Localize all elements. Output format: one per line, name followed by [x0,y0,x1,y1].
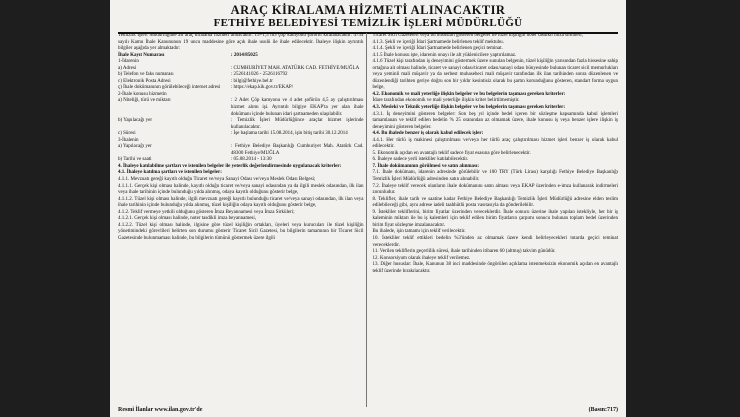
notice-title: ARAÇ KİRALAMA HİZMETİ ALINACAKTIR [230,3,506,17]
info-key: c) Elektronik Posta Adresi [118,78,171,84]
footer-source: Resmi İlanlar www.ilan.gov.tr'de [118,407,203,413]
section-ihale: 3-İhalenin [118,137,139,143]
info-key: b) Telefon ve faks numarası [118,72,174,78]
info-value: : Fethiye Belediye Başkanlığı Cumhuriyet Mah. Atatürk Cad. 48300 Fethiye/MUĞLA [230,144,364,156]
info-value: : İşe başlama tarihi 15.08.2014, işin bitiş tarihi 30.12.2014 [230,131,348,137]
info-key: b) Tarihi ve saati [118,157,152,163]
right-column [366,33,621,407]
paragraph-8: 8. Teklifler, ihale tarih ve saatine kadar Fethiye Belediye Başkanlığı Temizlik İşleri Müdürlüğü adresine elden teslim edilebileceği gibi, aynı adrese iadeli taahhütlü posta vasıtasıyla da gönderilebilir. [372,196,618,209]
paragraph-4-1-2-1: 4.1.2.1. Gerçek kişi olması halinde, noter tasdikli imza beyannamesi, [118,216,257,222]
paragraph-4-4: 4.4. Bu ihalede benzer iş olarak kabul edilecek işler: [372,131,484,137]
paragraph-13: 13. Diğer hususlar: İhale, Kanunun 38 inci maddesinde öngörülen açıklama istenmeksizin ekonomik açıdan en avantajlı teklif üzerinde bırakılacaktır. [372,262,618,274]
info-key: a) Yapılacağı yer [118,144,152,150]
paragraph-7-1: 7.1. İhale dokümanı, idarenin adresinde görülebilir ve 100 TRY (Türk Lirası) karşılığı Fethiye Belediye Başkanlığı Temizlik İşleri Müdürlüğü adresinden satın alınabilir. [372,170,618,183]
info-key: c) Süresi [118,131,136,137]
info-value: : 05.08.2014 - 13:30 [230,157,272,163]
info-value: : Temizlik İşleri Müdürlüğünce araçlar hizmet işlerinde kullanılacaktır. [230,118,364,130]
ikn-value: : 2014/85025 [230,52,258,58]
paragraph-4-1-1-1: 4.1.1.1. Gerçek kişi olması halinde, kayıtlı olduğu ticaret ve/veya sanayi odasından ya da ilgili meslek odasından, ilk ilan veya ihale tarihinin içinde bulunduğu yılda alınmış, odaya kayıtlı olduğunu gösterir belge, [118,183,364,196]
info-row [118,157,364,164]
footer-press-code: (Basın:717) [588,407,618,413]
paragraph-4-4-1: 4.4.1. Her türlü iş makinesi çalıştırılması ve/veya her türlü araç çalıştırılması hizmet işleri benzer iş olarak kabul edilecektir. [372,137,618,150]
paragraph-4-1-5: 4.1.5 İhale konusu işte, idarenin onayı ile alt yüklenicilere yaptırılamaz. [372,52,517,58]
info-value: : bilgi@fethiye.bel.tr [230,78,273,84]
section-4-heading: 4. İhaleye katılabilme şartları ve istenilen belgeler ile yeterlik değerlendirmesinde uygulanacak kriterler: [118,163,342,169]
notice-body [116,33,620,407]
paragraph-4-2: 4.2. Ekonomik ve mali yeterliğe ilişkin belgeler ve bu belgelerin taşıması gereken kriterler: [372,91,566,97]
paragraph-5: 5. Ekonomik açıdan en avantajlı teklif sadece fiyat esasına göre belirlenecektir. [372,150,531,156]
info-row [118,85,364,92]
info-key: a) Niteliği, türü ve miktarı [118,98,171,104]
paragraph-12: 12. Konsorsiyum olarak ihaleye teklif verilemez. [372,255,471,261]
info-row [118,131,364,138]
notice-footer [118,407,618,416]
info-row [118,118,364,131]
info-key: b) Yapılacağı yer [118,118,153,124]
paragraph-4-1-6: 4.1.6 Tüzel kişi tarafından iş deneyimini göstermek üzere sunulan belgenin, tüzel kişiliğin yarısından fazla hissesine sahip ortağına ait olması halinde, ticaret ve sanayi odası/ticaret odası/sanayi odası bünyesinde bulunan ticaret sicil memurlukları veya yeminli mali müşavir ya da serbest muhasebeci mali müşavir tarafından ilk ilan tarihinden sonra düzenlenen ve düzenlendiği tarihten geriye doğru son bir yıldır kesintisiz olarak bu şartın korunduğunu gösteren, standart forma uygun belge, [372,59,618,91]
info-value: : 2 Adet Çöp kamyonu ve 4 adet şoförün 4,5 ay çalıştırılması hizmet alımı işi. Ayrıntılı bilgiye EKAP'ta yer alan ihale dokümanı içinde bulunan idari şartnameden ulaşılabilir. [230,98,364,117]
intro-paragraph: Temizlik İşleri Müdürlüğüne ait araç kiralama hizmeti alınacaktır. 15+1,5 m3 çöp kamyonu şoförlü kiralanacaktır. 4734 sayılı Kamu İhale Kanununun 19 uncu maddesine göre açık ihale usulü ile ihale edilecektir. İhaleye ilişkin ayrıntılı bilgiler aşağıda yer almaktadır: [118,33,364,52]
paragraph-9-1: Bu ihalede, işin tamamı için teklif verilecektir. [372,229,466,235]
info-key: a) Adresi [118,65,137,71]
section-idare: 1-İdarenin [118,59,139,65]
paragraph-4-1-1-2: 4.1.1.2. Tüzel kişi olması halinde, ilgili mevzuatı gereği kayıtlı bulunduğu ticaret ve/veya sanayi odasından, ilk ilan veya ihale tarihinin içinde bulunduğu yılda alınmış, tüzel kişiliğin odaya kayıtlı olduğunu gösterir belge, [118,196,364,209]
paragraph-4-1-2: 4.1.2. Teklif vermeye yetkili olduğunu gösteren İmza Beyannamesi veya İmza Sirküleri; [118,209,295,215]
newspaper-notice [110,0,626,417]
notice-subtitle: FETHİYE BELEDİYESİ TEMİZLİK İŞLERİ MÜDÜRLÜĞÜ [213,17,523,29]
info-key: ç) İhale dokümanının görülebileceği internet adresi [118,85,221,91]
ikn-label: İhale Kayıt Numarası [118,52,165,58]
info-row [118,98,364,118]
paragraph-6: 6. İhaleye sadece yerli istekliler katılabilecektir. [372,157,469,163]
ikn-row [118,53,364,60]
paragraph-10: 10. İstekliler teklif ettikleri bedelin %3'ünden az olmamak üzere kendi belirleyecekleri tutarda geçici teminat vereceklerdir. [372,235,618,248]
info-value: : https://ekap.kik.gov.tr/EKAP/ [230,85,294,91]
notice-header [110,0,626,34]
paragraph-4-2-body: İdare tarafından ekonomik ve mali yeterliğe ilişkin kriter belirtilmemiştir. [372,98,520,104]
left-column [116,33,366,407]
paragraph-continued: Ticaret Sicil Gazeteleri veya bu hususları gösteren belgeler ile tüzel kişiliğin noter tasdikli imza sirküleri, [372,33,583,38]
paragraph-7: 7. İhale dokümanının görülmesi ve satın alınması: [372,163,480,169]
info-value: : 2526141026 - 2526116792 [230,72,288,78]
paragraph-4-3-1: 4.3.1. İş deneyimini gösteren belgeler: Son beş yıl içinde bedel içeren bir sözleşme kapsamında kabul işlemleri tamamlanan ve teklif edilen bedelin % 25 oranından az olmamak üzere, ihale konusu iş veya benzer işlere ilişkin iş deneyimini gösteren belgeler. [372,111,618,130]
paragraph-4-1-2-2: 4.1.2.2. Tüzel kişi olması halinde, ilgisine göre tüzel kişiliğin ortakları, üyeleri veya kurucuları ile tüzel kişiliğin yönetimindeki görevlileri belirten son durumu gösterir Ticaret Sicil Gazetesi, bu bilgilerin tamamının bir Ticaret Sicil Gazetesinde bulunmaması halinde, bu bilgilerin tümünü göstermek üzere ilgili [118,222,364,241]
paragraph-11: 11. Verilen tekliflerin geçerlilik süresi, ihale tarihinden itibaren 60 (altmış) takvim günüdür. [372,249,556,255]
paragraph-7-2: 7.2. İhaleye teklif verecek olanların ihale dokümanını satın alması veya EKAP üzerinden e-imza kullanarak indirmeleri zorunludur. [372,183,618,196]
info-row [118,144,364,157]
paragraph-4-1-4: 4.1.4. Şekli ve içeriği İdari Şartnamede belirlenen geçici teminat. [372,46,503,52]
info-value: : CUMHURİYET MAH. ATATÜRK CAD. FETHİYE/MUĞLA [230,65,360,71]
section-4-1-heading: 4.1. İhaleye katılma şartları ve istenilen belgeler: [118,170,222,176]
section-hizmet: 2-İhale konusu hizmetin [118,91,167,97]
paragraph-4-1-1: 4.1.1. Mevzuatı gereği kayıtlı olduğu Ticaret ve/veya Sanayi Odası ve/veya Meslek Odası Belgesi; [118,177,316,183]
paragraph-9: 9. İstekliler tekliflerini, birim fiyatlar üzerinden vereceklerdir. İhale sonucu üzerine ihale yapılan istekliyle, her bir iş kaleminin miktarı ile bu iş kalemleri için teklif edilen birim fiyatların çarpımı sonucu bulunan toplam bedel üzerinden birim fiyat sözleşme imzalanacaktır. [372,209,618,228]
paragraph-4-3: 4.3. Mesleki ve Teknik yeterliğe ilişkin belgeler ve bu belgelerin taşıması gereken kriterler: [372,105,566,111]
paragraph-4-1-3: 4.1.3. Şekli ve içeriği İdari Şartnamede belirlenen teklif mektubu. [372,39,504,45]
